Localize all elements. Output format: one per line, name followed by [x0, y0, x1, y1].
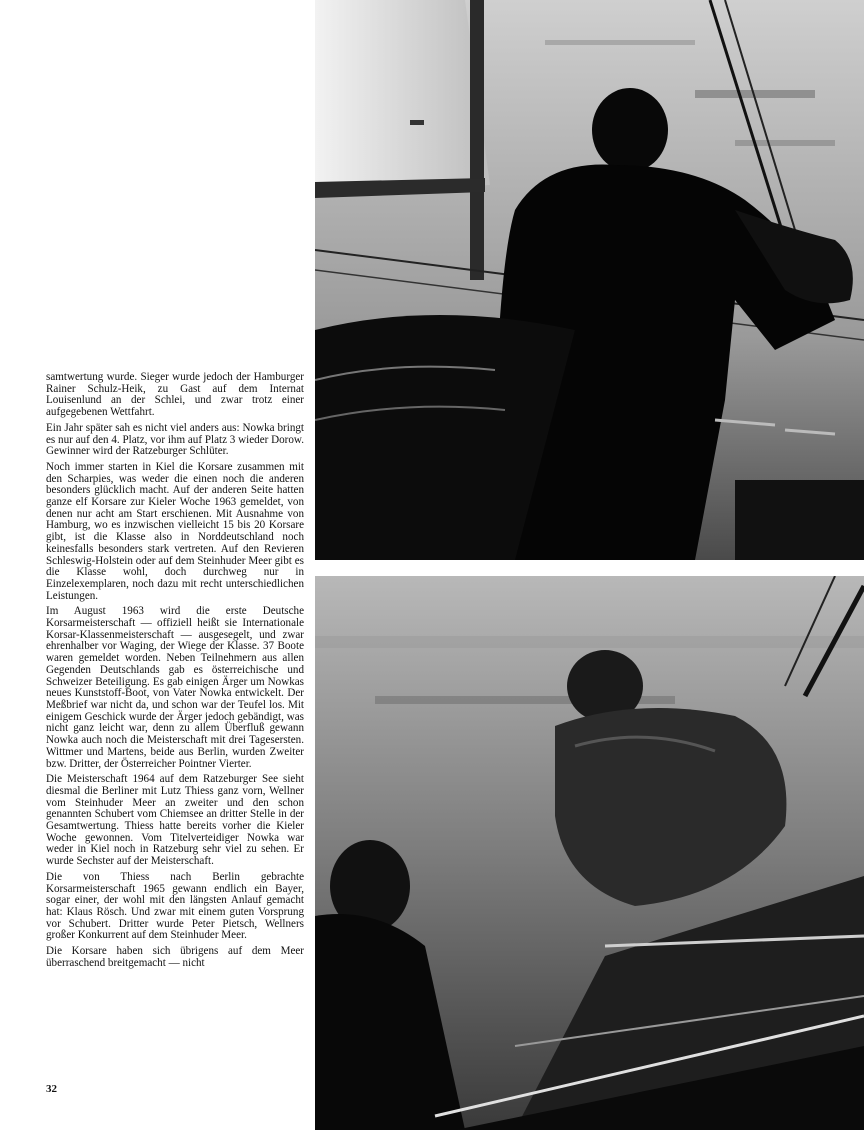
- article-paragraph: samtwertung wurde. Sieger wurde jedoch der Hamburger Rainer Schulz-Heik, zu Gast auf dem Internat Louisenlund an der Schlei, und zwar trotz einer aufgegebenen Wettfahrt.: [46, 371, 304, 419]
- crew-on-boat-photo: [315, 576, 864, 1130]
- article-paragraph: Ein Jahr später sah es nicht viel anders aus: Nowka bringt es nur auf den 4. Platz, vor ihm auf Platz 3 wieder Dorow. Gewinner wird der Ratzeburger Schlüter.: [46, 421, 304, 458]
- article-paragraph: Noch immer starten in Kiel die Korsare zusammen mit den Scharpies, was weder die einen noch die anderen besonders glücklich macht. Auf der anderen Seite hatten ganze elf Korsare zur Kieler Woche 1963 gemeldet, von denen nur acht am Start erschienen. Mit Ausnahme von Hamburg, wo es inzwischen vielleicht 15 bis 20 Korsare gibt, ist die Klasse also in Norddeutschland noch keinesfalls besonders stark vertreten. Auf den Revieren Schleswig-Holstein oder auf dem Steinhuder Meer gibt es die Klasse wohl, doch durchweg nur in Einzelexemplaren, noch dazu mit recht unterschiedlichen Leistungen.: [46, 460, 304, 602]
- article-paragraph: Die Korsare haben sich übrigens auf dem Meer überraschend breitgemacht — nicht: [46, 945, 304, 969]
- article-text-column: [46, 372, 304, 973]
- article-paragraph: Im August 1963 wird die erste Deutsche Korsarmeisterschaft — offiziell heißt sie Internationale Korsar-Klassenmeisterschaft — ausgesegelt, und zwar ehrenhalber vor Waging, der Wiege der Klasse. 37 Boote waren gemeldet worden. Neben Teilnehmern aus allen Gegenden Deutschlands gab es österreichische und Schweizer Beteiligung. Es gab einigen Ärger um Nowkas neues Kunststoff-Boot, von Vater Nowka entwickelt. Der Meßbrief war nicht da, und schon war der Teufel los. Mit einigem Geschick wurde der Ärger jedoch gebändigt, was nicht ganz leicht war, denn zu allem Überfluß gewann Nowka auch noch die Meisterschaft mit drei Tagesersten. Wittmer und Martens, beide aus Berlin, wurden Zweiter bzw. Dritter, der Österreicher Pointner Vierter.: [46, 605, 304, 770]
- article-paragraph: Die Meisterschaft 1964 auf dem Ratzeburger See sieht diesmal die Berliner mit Lutz Thiess ganz vorn, Wellner vom Steinhuder Meer an zweiter und den schon genannten Schubert vom Chiemsee an dritter Stelle in der Gesamtwertung. Thiess hatte bereits vorher die Kieler Woche gewonnen. Vom Titelverteidiger Nowka war weder in Kiel noch in Ratzeburg sehr viel zu sehen. Er wurde Sechster auf der Meisterschaft.: [46, 773, 304, 868]
- article-paragraph: Die von Thiess nach Berlin gebrachte Korsarmeisterschaft 1965 gewann endlich ein Bayer, sogar einer, der wohl mit den längsten Anlauf gemacht hat: Klaus Rösch. Und zwar mit einem guten Vorsprung vor Schubert. Dritter wurde Peter Pietsch, Wellners großer Konkurrent auf dem Steinhuder Meer.: [46, 870, 304, 942]
- page-number: 32: [46, 1083, 57, 1095]
- sailor-silhouette-photo: [315, 0, 864, 560]
